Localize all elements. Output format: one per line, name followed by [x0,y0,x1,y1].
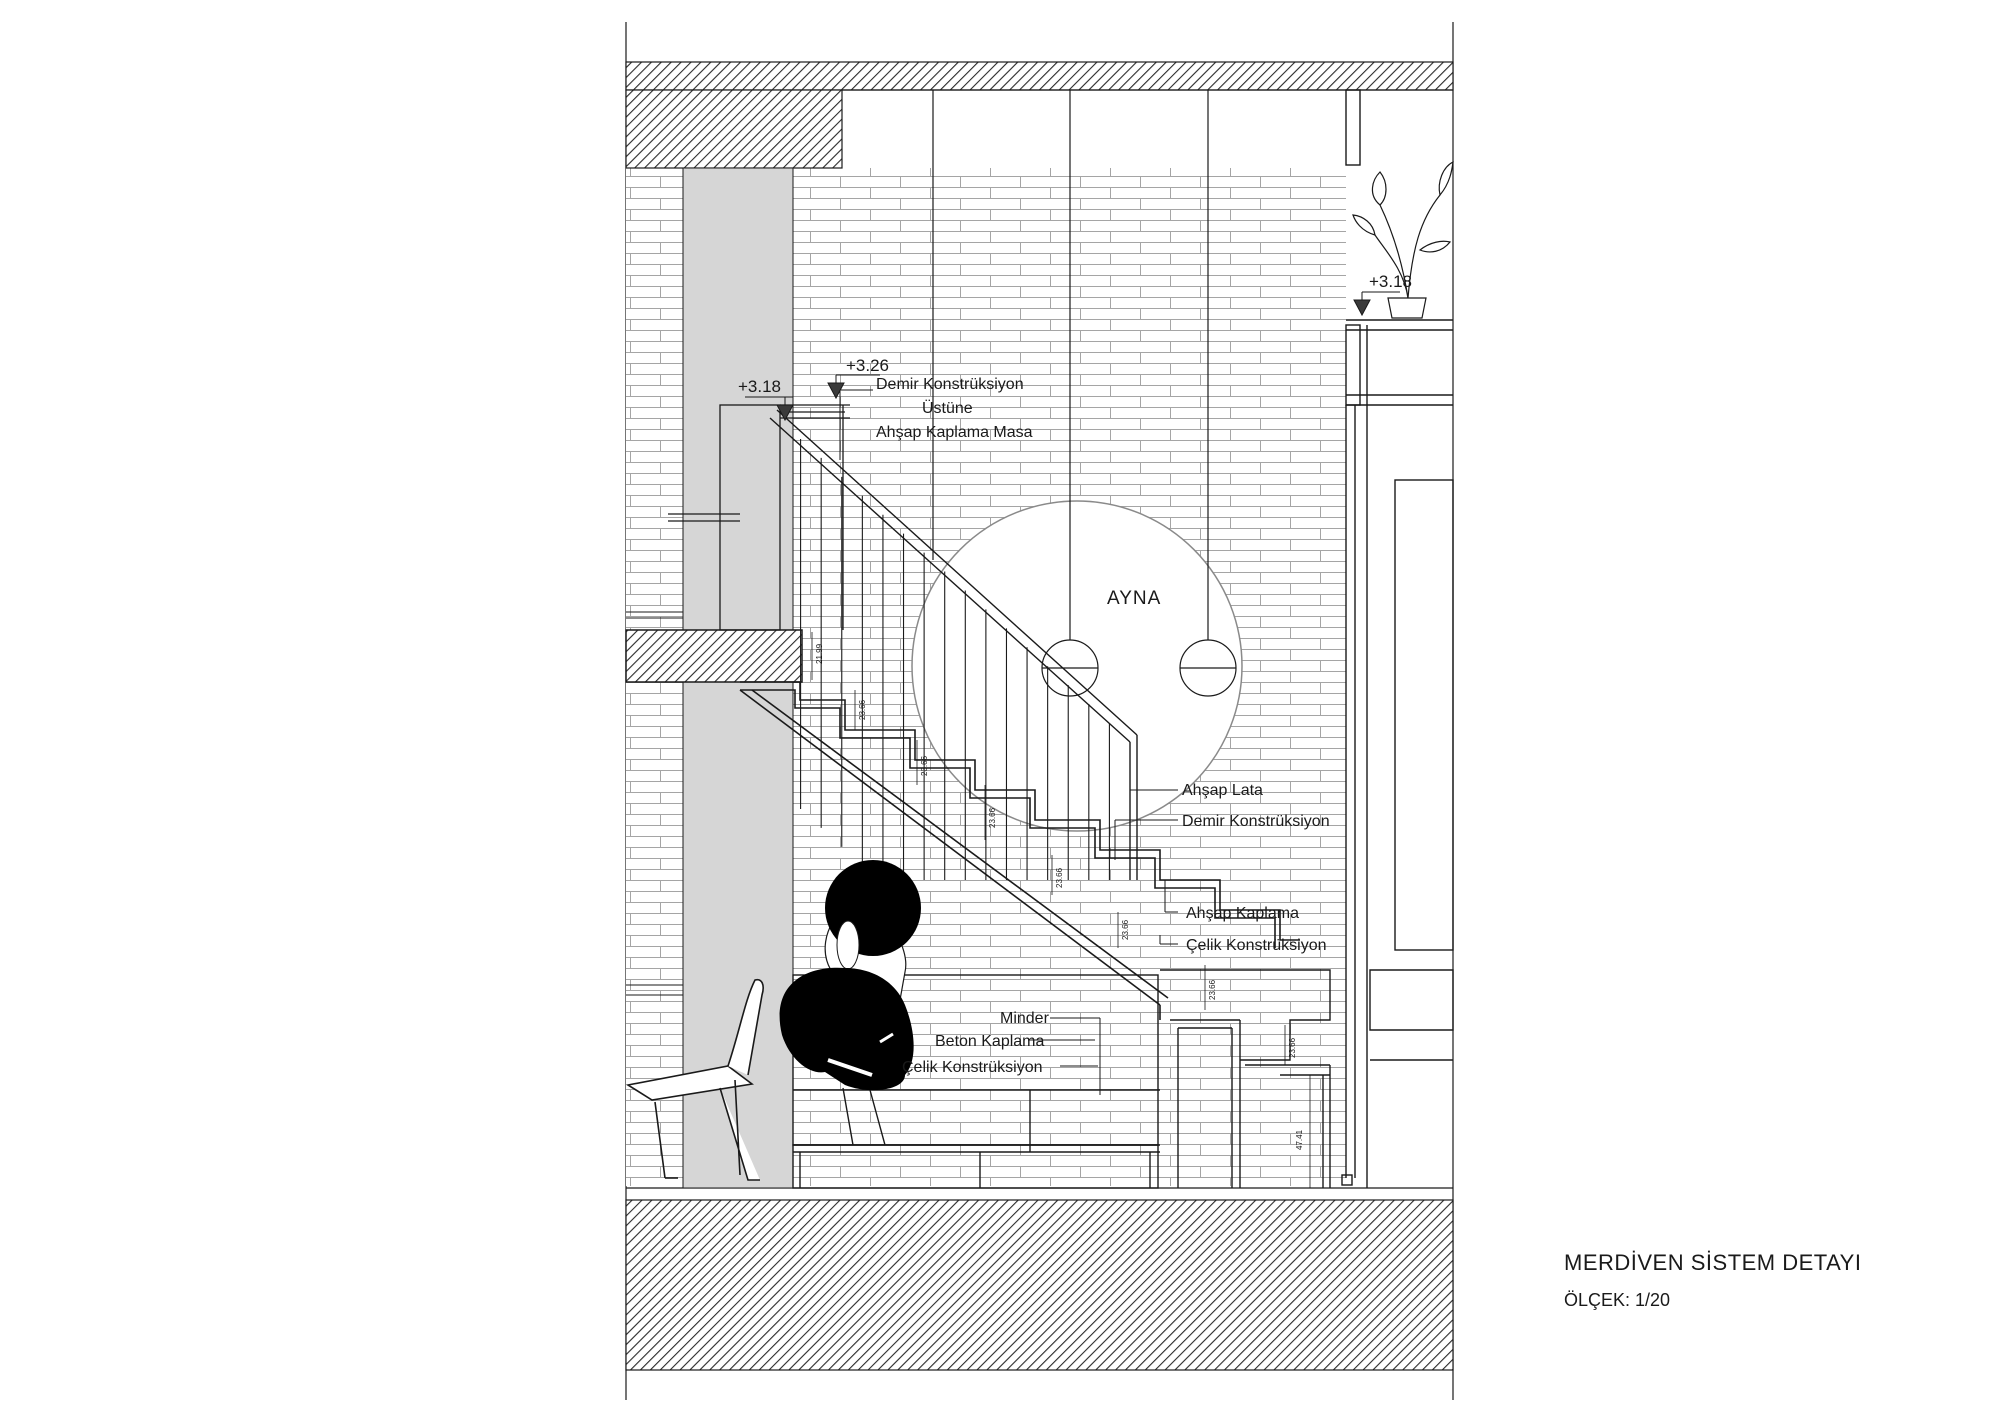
label-table-line3: Ahşap Kaplama Masa [876,424,1033,441]
label-cushion: Minder [1000,1010,1049,1027]
dim-riser-6: 23.66 [1208,979,1217,1000]
dim-riser-2: 23.66 [920,755,929,776]
label-bench-concrete: Beton Kaplama [935,1033,1045,1050]
drawing-title: MERDİVEN SİSTEM DETAYI [1564,1250,1862,1275]
plant [1353,162,1453,318]
dim-riser-5: 23.66 [1121,919,1130,940]
label-rail-iron: Demir Konstrüksiyon [1182,813,1330,830]
level-left: +3.18 [738,377,782,396]
ceiling-slab [626,62,1453,168]
floor-slab [626,1200,1453,1370]
dim-bench-height: 47.41 [1295,1129,1304,1150]
label-table-line1: Demir Konstrüksiyon [876,376,1024,393]
dim-riser-3: 23.66 [988,807,997,828]
label-rail-wood: Ahşap Lata [1182,782,1263,799]
label-tread-wood: Ahşap Kaplama [1186,905,1299,922]
dim-riser-4: 23.66 [1055,867,1064,888]
dim-top-riser: 21.99 [815,643,824,664]
level-table: +3.26 [846,356,890,375]
label-bench-steel: Çelik Konstrüksiyon [902,1059,1043,1076]
dim-riser-7: 23.66 [1288,1037,1297,1058]
label-stair-steel: Çelik Konstrüksiyon [1186,937,1327,954]
drawing-scale: ÖLÇEK: 1/20 [1564,1290,1671,1310]
dim-riser-1: 23.66 [858,699,867,720]
label-mirror: AYNA [1107,588,1162,609]
label-table-line2: Üstüne [922,400,973,417]
level-right: +3.18 [1369,272,1413,291]
mezzanine-slab [626,630,802,682]
